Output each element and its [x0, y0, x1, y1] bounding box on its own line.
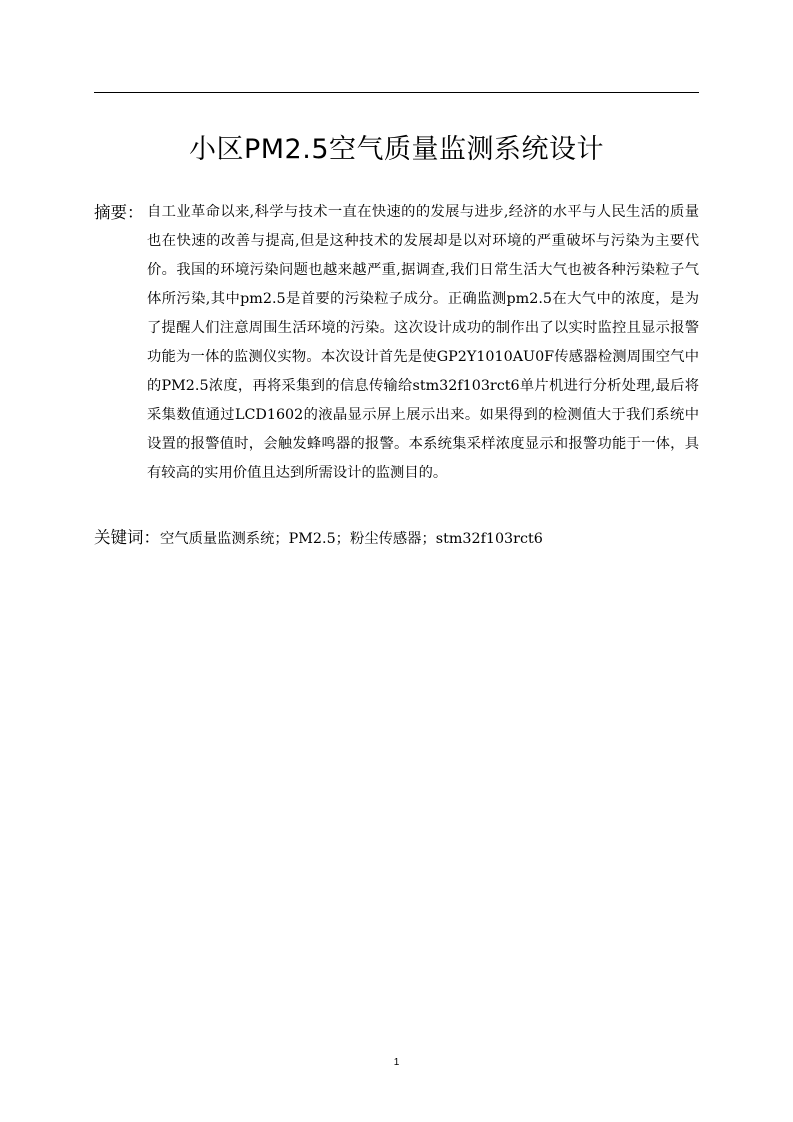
keywords-text: 空气质量监测系统；PM2.5；粉尘传感器；stm32f103rct6	[160, 531, 543, 547]
abstract-row	[94, 198, 699, 488]
keywords-section	[94, 523, 699, 554]
abstract-label: 摘要：	[94, 203, 144, 222]
abstract-body	[147, 198, 699, 488]
document-title: 小区PM2.5空气质量监测系统设计	[188, 134, 604, 165]
page-number: 1	[393, 1057, 400, 1068]
keywords-label: 关键词：	[94, 528, 160, 547]
abstract-text: 自工业革命以来,科学与技术一直在快速的的发展与进步,经济的水平与人民生活的质量也在快速的改善与提高,但是这种技术的发展却是以对环境的严重破坏与污染为主要代价。我国的环境污染问题也越来越严重,据调查,我们日常生活大气也被各种污染粒子气体所污染,其中pm2.5是首要的污染粒子成分。正确监测pm2.5在大气中的浓度，是为了提醒人们注意周围生活环境的污染。这次设计成功的制作出了以实时监控且显示报警功能为一体的监测仪实物。本次设计首先是使GP2Y1010AU0F传感器检测周围空气中的PM2.5浓度，再将采集到的信息传输给stm32f103rct6单片机进行分析处理,最后将采集数值通过LCD1602的液晶显示屏上展示出来。如果得到的检测值大于我们系统中设置的报警值时，会触发蜂鸣器的报警。本系统集采样浓度显示和报警功能于一体，具有较高的实用价值且达到所需设计的监测目的。	[147, 204, 699, 481]
abstract-section	[94, 198, 699, 488]
header-rule	[94, 92, 699, 93]
